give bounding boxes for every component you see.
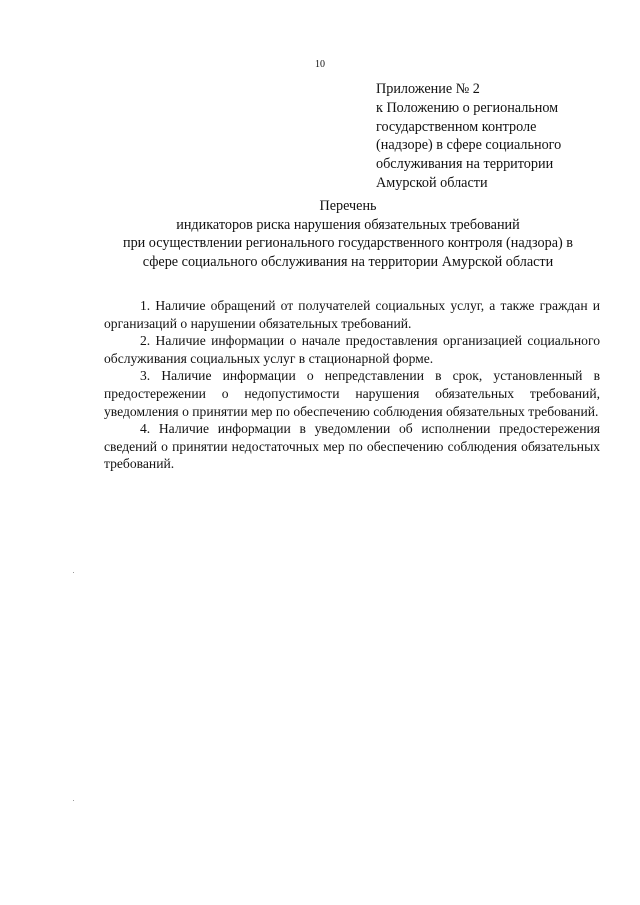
appendix-line: (надзоре) в сфере социального <box>376 137 562 154</box>
page-number: 10 <box>315 59 325 70</box>
appendix-line: к Положению о региональном <box>376 99 559 116</box>
list-item: 4. Наличие информации в уведомлении об исполнении предостережения сведений о принятии недостаточных мер по обеспечению соблюдения обязательных требований. <box>104 421 600 472</box>
scan-speck <box>73 800 74 801</box>
list-item: 1. Наличие обращений от получателей социальных услуг, а также граждан и организаций о нарушении обязательных требований. <box>104 298 600 331</box>
scan-speck <box>73 572 74 573</box>
appendix-line: Амурской области <box>376 174 488 191</box>
appendix-line: государственном контроле <box>376 118 537 135</box>
title-line: индикаторов риска нарушения обязательных требований <box>176 216 520 233</box>
document-title <box>60 197 636 271</box>
list-item: 3. Наличие информации о непредставлении в срок, установленный в предостережении о недопустимости нарушения обязательных требований, уведомления о принятии мер по обеспечению соблюдения обязательных требований. <box>104 368 600 419</box>
title-heading: Перечень <box>319 198 377 214</box>
list-item: 2. Наличие информации о начале предоставления организацией социального обслуживания социальных услуг в стационарной форме. <box>104 333 600 366</box>
appendix-line: обслуживания на территории <box>376 156 554 173</box>
title-line: сфере социального обслуживания на территории Амурской области <box>142 253 554 270</box>
appendix-line: Приложение № 2 <box>376 81 480 97</box>
appendix-header <box>376 80 616 193</box>
indicator-list <box>104 297 600 473</box>
title-line: при осуществлении регионального государственного контроля (надзора) в <box>122 235 573 251</box>
